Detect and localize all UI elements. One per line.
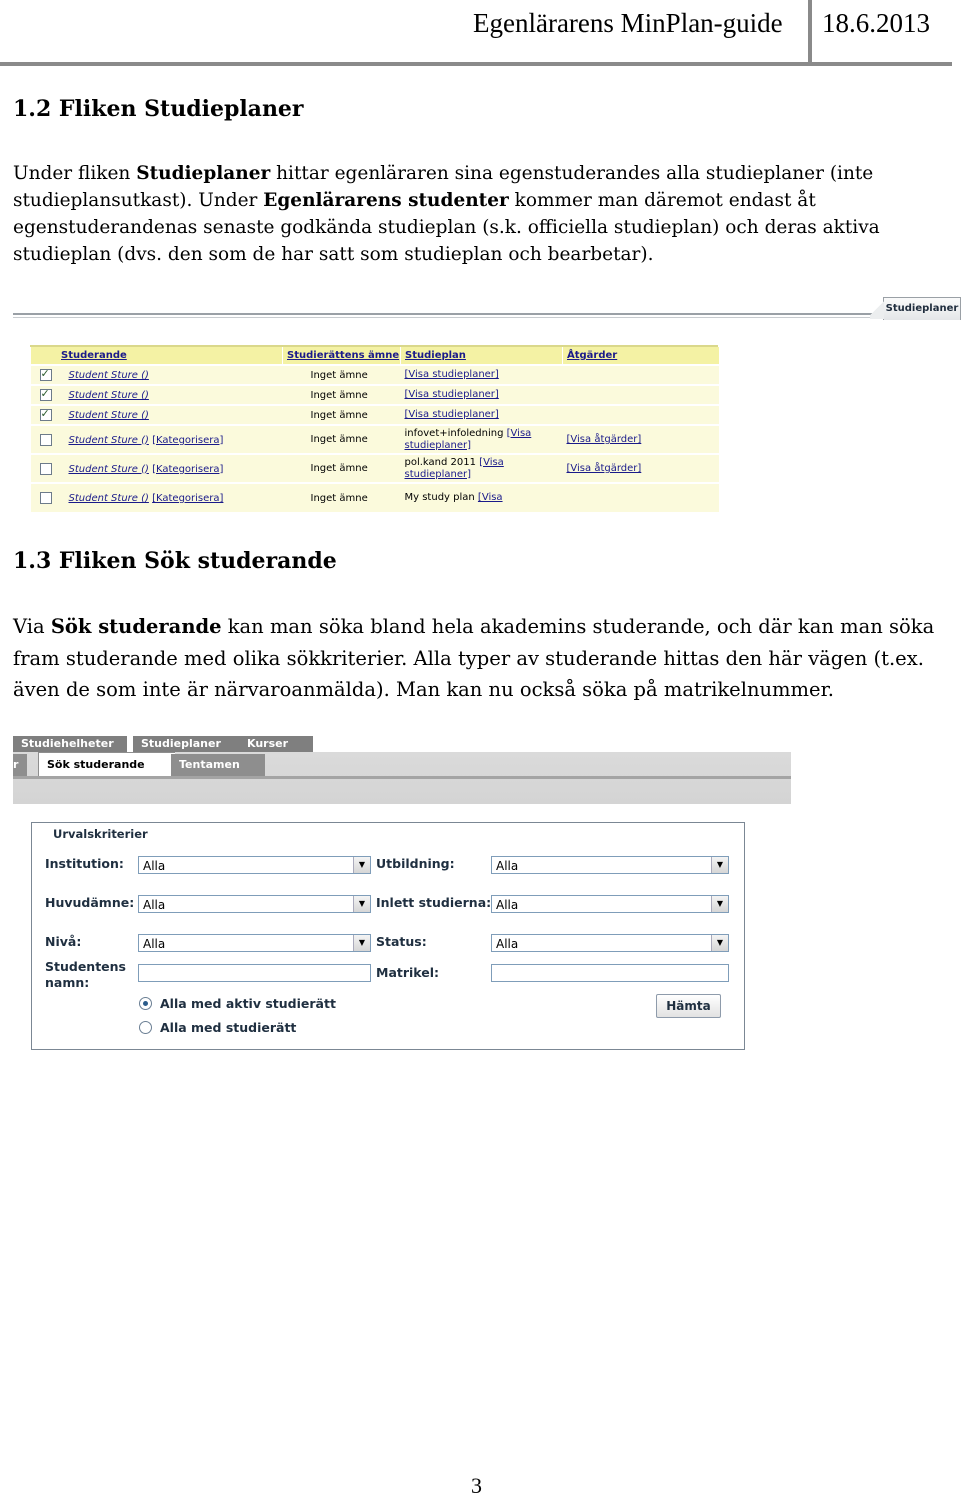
studieplan-cell — [401, 405, 563, 425]
student-link[interactable]: Student Sture () — [68, 390, 149, 401]
status-select[interactable]: Alla ▼ — [491, 934, 729, 952]
visa-studieplaner-link[interactable]: [Visa studieplaner] — [404, 369, 499, 380]
tab-tentamen[interactable]: Tentamen — [171, 754, 265, 776]
studerande-cell — [31, 365, 283, 385]
section-paragraph-sok-studerande: Via Sök studerande kan man söka bland hela akademins studerande, och där kan man söka fram studerande med olika sökkriterier. Alla typer av studerande hittas den här vägen (t.ex. även de som inte är närvaroanmälda). Man kan nu också söka på matrikelnummer. — [13, 615, 935, 701]
section-paragraph-studieplaner: Under fliken Studieplaner hittar egenläraren sina egenstuderandes alla studieplaner (inte studieplansutkast). Under Egenlärarens studenter kommer man däremot endast åt egenstuderandenas senaste godkända studieplan (s.k. officiella studieplan) och deras aktiva studieplan (dvs. den som de har satt som studieplan och bearbetar). — [13, 163, 880, 265]
studentens-namn-label: Studentens namn: — [45, 959, 126, 990]
visa-studieplaner-link[interactable]: [Visa studieplaner] — [404, 409, 499, 420]
utbildning-label: Utbildning: — [376, 856, 455, 871]
chevron-down-icon: ▼ — [353, 935, 370, 951]
atgarder-cell — [563, 405, 719, 425]
studieplaner-table — [30, 345, 718, 504]
atgarder-cell — [563, 425, 719, 454]
section-heading-sok-studerande: 1.3 Fliken Sök studerande — [13, 548, 337, 574]
table-row — [31, 405, 719, 425]
radio-aktiv-studieratt-label: Alla med aktiv studierätt — [160, 996, 336, 1011]
header-separator — [808, 0, 812, 66]
document-header-date: 18.6.2013 — [822, 8, 930, 38]
radio-studieratt[interactable] — [139, 1021, 152, 1034]
page-number: 3 — [471, 1473, 482, 1498]
row-checkbox[interactable] — [40, 369, 52, 381]
studerande-cell — [31, 385, 283, 405]
hamta-button[interactable]: Hämta — [656, 994, 721, 1018]
header-rule — [0, 62, 952, 66]
atgarder-cell — [563, 365, 719, 385]
studieplan-name: My study plan — [404, 492, 478, 503]
amne-cell: Inget ämne — [283, 454, 401, 483]
document-header-title: Egenlärarens MinPlan-guide — [473, 8, 783, 38]
chevron-down-icon: ▼ — [711, 896, 728, 912]
chevron-down-icon: ▼ — [353, 857, 370, 873]
studieplan-cell — [401, 454, 563, 483]
atgarder-cell — [563, 483, 719, 512]
table-row — [31, 454, 719, 483]
atgarder-cell — [563, 385, 719, 405]
chevron-down-icon: ▼ — [711, 935, 728, 951]
visa-atgarder-link[interactable]: [Visa åtgärder] — [566, 434, 642, 445]
atgarder-cell — [563, 454, 719, 483]
row-checkbox[interactable] — [40, 492, 52, 504]
visa-studieplaner-link[interactable]: [Visa — [477, 492, 503, 503]
tab-sok-studerande[interactable]: Sök studerande — [38, 752, 175, 777]
tab-studiehelheter[interactable]: Studiehelheter — [13, 736, 127, 752]
chevron-down-icon: ▼ — [353, 896, 370, 912]
studieplaner-tab-bar — [13, 297, 960, 321]
amne-cell: Inget ämne — [283, 385, 401, 405]
studentens-namn-input[interactable] — [138, 964, 371, 982]
student-link[interactable]: Student Sture () — [68, 463, 149, 475]
table-row — [31, 365, 719, 385]
chevron-down-icon: ▼ — [711, 857, 728, 873]
student-link[interactable]: Student Sture () — [68, 410, 149, 421]
tab-studieplaner[interactable]: Studieplaner — [133, 736, 241, 752]
row-checkbox[interactable] — [40, 409, 52, 421]
table-row — [31, 483, 719, 512]
studieplan-cell — [401, 385, 563, 405]
studieplan-cell — [401, 425, 563, 454]
utbildning-select[interactable]: Alla ▼ — [491, 856, 729, 874]
inlett-studierna-select[interactable]: Alla ▼ — [491, 895, 729, 913]
column-header-atgarder[interactable]: Åtgärder — [563, 347, 719, 365]
matrikel-label: Matrikel: — [376, 965, 440, 980]
niva-label: Nivå: — [45, 934, 82, 949]
column-header-studieplan[interactable]: Studieplan — [401, 347, 563, 365]
studieplan-cell — [401, 365, 563, 385]
amne-cell: Inget ämne — [283, 365, 401, 385]
visa-studieplaner-link[interactable]: [Visa studieplaner] — [404, 427, 532, 451]
studieplan-name: infovet+infoledning — [404, 427, 507, 439]
table-row — [31, 425, 719, 454]
visa-studieplaner-link[interactable]: [Visa studieplaner] — [404, 456, 504, 480]
section-heading-studieplaner: 1.2 Fliken Studieplaner — [13, 96, 304, 122]
niva-select[interactable]: Alla ▼ — [138, 934, 371, 952]
tab-studieplaner[interactable]: Studieplaner — [883, 297, 961, 320]
institution-select[interactable]: Alla ▼ — [138, 856, 371, 874]
visa-studieplaner-link[interactable]: [Visa studieplaner] — [404, 389, 499, 400]
amne-cell: Inget ämne — [283, 483, 401, 512]
amne-cell: Inget ämne — [283, 405, 401, 425]
huvudamne-select[interactable]: Alla ▼ — [138, 895, 371, 913]
kategorisera-link[interactable]: [Kategorisera] — [152, 463, 224, 475]
row-checkbox[interactable] — [40, 463, 52, 475]
search-criteria-form — [31, 822, 745, 1050]
kategorisera-link[interactable]: [Kategorisera] — [152, 493, 224, 504]
column-header-amne[interactable]: Studierättens ämne — [283, 347, 401, 365]
huvudamne-label: Huvudämne: — [45, 895, 135, 910]
amne-cell: Inget ämne — [283, 425, 401, 454]
sok-tab-bar — [13, 736, 791, 804]
tab-kurser[interactable]: Kurser — [239, 736, 313, 752]
institution-label: Institution: — [45, 856, 124, 871]
student-link[interactable]: Student Sture () — [68, 434, 149, 446]
student-link[interactable]: Student Sture () — [68, 370, 149, 381]
table-row — [31, 385, 719, 405]
matrikel-input[interactable] — [491, 964, 729, 982]
studieplan-name: pol.kand 2011 — [404, 456, 480, 468]
radio-studieratt-label: Alla med studierätt — [160, 1020, 297, 1035]
row-checkbox[interactable] — [40, 389, 52, 401]
kategorisera-link[interactable]: [Kategorisera] — [152, 434, 224, 446]
column-header-studerande[interactable]: Studerande — [31, 347, 283, 365]
form-legend: Urvalskriterier — [50, 827, 151, 841]
row-checkbox[interactable] — [40, 434, 52, 446]
studerande-cell — [31, 454, 283, 483]
visa-atgarder-link[interactable]: [Visa åtgärder] — [566, 463, 642, 474]
studieplan-cell — [401, 483, 563, 512]
studerande-cell — [31, 405, 283, 425]
status-label: Status: — [376, 934, 427, 949]
radio-aktiv-studieratt[interactable] — [139, 997, 152, 1010]
studerande-cell — [31, 483, 283, 512]
inlett-studierna-label: Inlett studierna: — [376, 895, 492, 910]
student-link[interactable]: Student Sture () — [68, 493, 149, 504]
tab-partial[interactable]: r — [13, 754, 27, 776]
studerande-cell — [31, 425, 283, 454]
